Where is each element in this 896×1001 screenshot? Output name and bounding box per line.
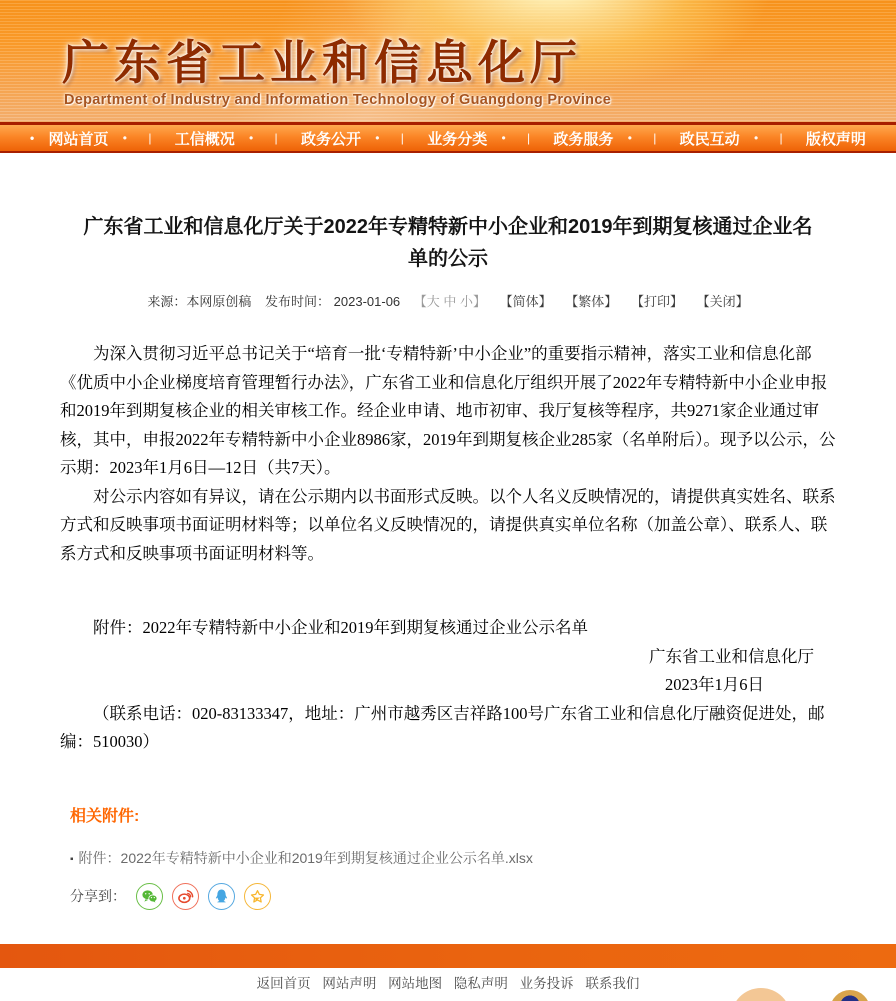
- nav-separator: • |: [501, 131, 540, 145]
- nav-separator: • |: [753, 131, 792, 145]
- nav-item-copyright[interactable]: 版权声明: [805, 130, 866, 148]
- nav-separator: • |: [627, 131, 666, 145]
- weibo-share-button[interactable]: [172, 883, 199, 910]
- share-row: [70, 883, 846, 910]
- footer-link-site-statement[interactable]: 网站声明: [322, 976, 377, 991]
- contact-info: （联系电话：020-83133347，地址：广州市越秀区吉祥路100号广东省工业和信息化厅融资促进处，邮编：510030）: [60, 703, 825, 751]
- site-banner: [0, 0, 896, 125]
- nav-item-business[interactable]: 业务分类: [427, 130, 488, 148]
- nav-separator: • |: [122, 131, 161, 145]
- attachment-line: 附件：2022年专精特新中小企业和2019年到期复核通过企业公示名单: [93, 618, 588, 637]
- attachment-link[interactable]: [70, 848, 846, 868]
- nav-item-gov-affairs[interactable]: 政务公开: [300, 130, 361, 148]
- site-title: 广东省工业和信息化厅: [62, 36, 582, 89]
- signature-agency: 广东省工业和信息化厅: [649, 646, 814, 666]
- bullet-icon: ▪: [70, 853, 74, 865]
- qq-icon: [212, 887, 231, 906]
- footer-link-sitemap[interactable]: 网站地图: [388, 976, 443, 991]
- share-label: 分享到：: [70, 888, 126, 904]
- meta-source: 来源：本网原创稿: [147, 294, 252, 309]
- print-button[interactable]: 【打印】: [630, 294, 683, 309]
- footer-bar: [0, 944, 896, 968]
- article-meta: [60, 291, 836, 310]
- article: [60, 211, 836, 757]
- close-button[interactable]: 【关闭】: [696, 294, 749, 309]
- footer-link-privacy[interactable]: 隐私声明: [453, 976, 508, 991]
- related-attachments-heading: 相关附件:: [70, 807, 140, 825]
- paragraph: 对公示内容如有异议，请在公示期内以书面形式反映。以个人名义反映情况的，请提供真实姓名、联系方式和反映事项书面证明材料等；以单位名义反映情况的，请提供真实单位名称（加盖公章）、联系人、联系方式和反映事项书面证明材料等。: [60, 486, 836, 563]
- paragraph: 为深入贯彻习近平总书记关于“培育一批‘专精特新’中小企业”的重要指示精神，落实工业和信息化部《优质中小企业梯度培育管理暂行办法》，广东省工业和信息化厅组织开展了2022年专精特新中小企业申报和2019年到期复核企业的相关审核工作。经企业申请、地市初审、我厅复核等程序，共9271家企业通过审核，其中，申报2022年专精特新中小企业8986家，2019年到期复核企业285家（名单附后）。现予以公示，公示期：2023年1月6日—12日（共7天）。: [60, 344, 836, 477]
- nav-item-home[interactable]: 网站首页: [48, 130, 109, 148]
- qq-share-button[interactable]: [208, 883, 235, 910]
- article-title: 广东省工业和信息化厅关于2022年专精特新中小企业和2019年到期复核通过企业名单的公示: [83, 216, 813, 270]
- nav-separator: • |: [249, 131, 287, 145]
- share-icons: [136, 883, 280, 910]
- nav-item-services[interactable]: 政务服务: [553, 130, 614, 148]
- main-nav: [0, 125, 896, 153]
- attachment-link-label[interactable]: 附件：2022年专精特新中小企业和2019年到期复核通过企业公示名单.xlsx: [78, 849, 533, 866]
- related-attachments-section: [50, 803, 846, 910]
- traditional-button[interactable]: 【繁体】: [565, 294, 618, 309]
- meta-publish-time: 发布时间： 2023-01-06: [265, 294, 401, 309]
- nav-separator: • |: [375, 131, 413, 145]
- nav-lead-dot: •: [30, 131, 35, 145]
- nav-item-overview[interactable]: 工信概况: [174, 130, 235, 148]
- weibo-icon: [176, 887, 195, 906]
- font-size-control[interactable]: 【大 中 小】: [413, 294, 487, 309]
- wechat-icon: [140, 887, 159, 906]
- footer-link-contact[interactable]: 联系我们: [585, 976, 640, 991]
- simplified-button[interactable]: 【简体】: [499, 294, 552, 309]
- qzone-share-button[interactable]: [244, 883, 271, 910]
- site-subtitle: Department of Industry and Information Technology of Guangdong Province: [64, 92, 612, 108]
- footer-link-complaints[interactable]: 业务投诉: [519, 976, 574, 991]
- article-body: [60, 340, 836, 757]
- footer-link-home[interactable]: 返回首页: [256, 976, 311, 991]
- wechat-share-button[interactable]: [136, 883, 163, 910]
- qzone-star-icon: [248, 887, 267, 906]
- signature-date: 2023年1月6日: [665, 675, 764, 694]
- nav-item-interaction[interactable]: 政民互动: [679, 130, 740, 148]
